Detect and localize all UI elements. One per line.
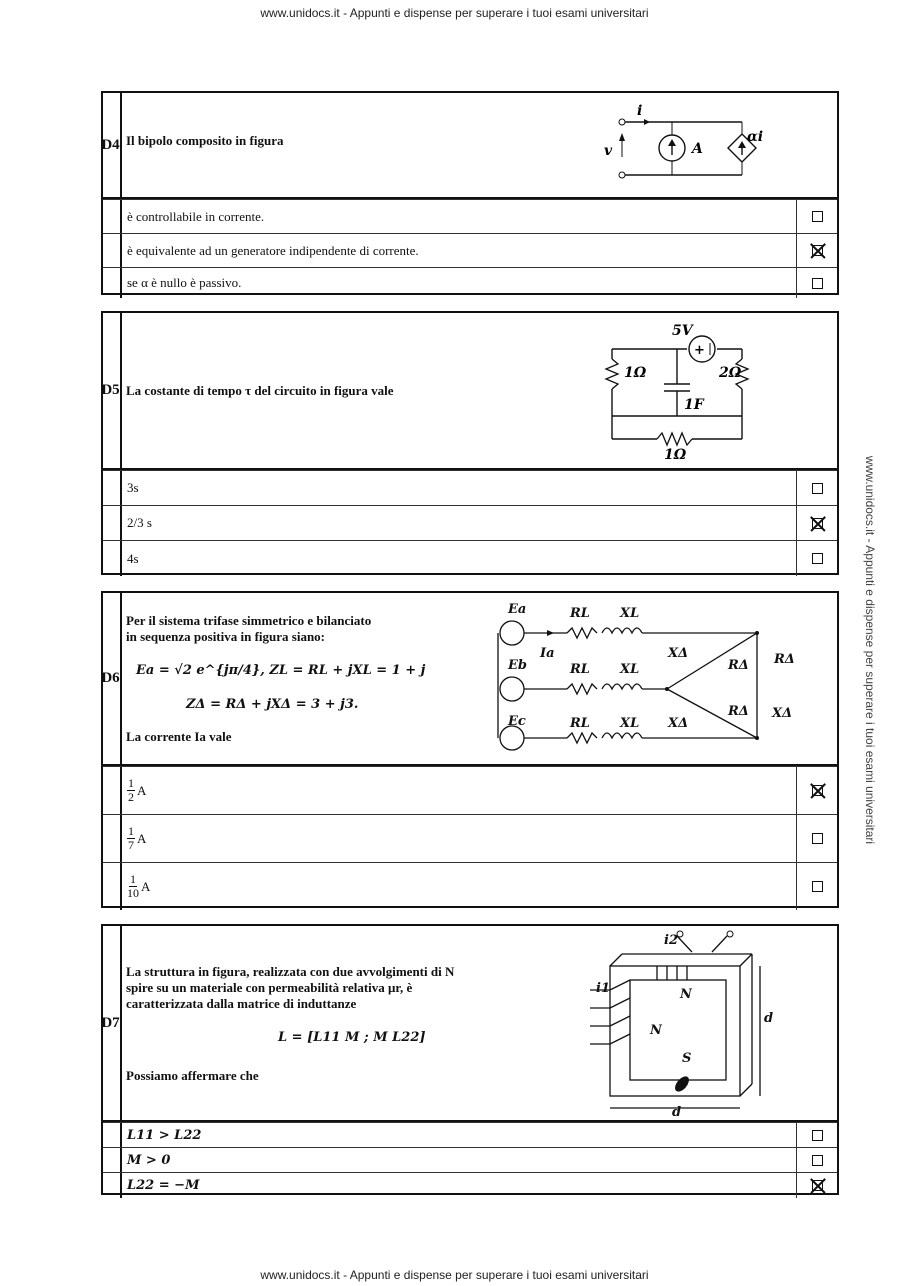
option-row <box>103 199 837 233</box>
svg-text:2Ω: 2Ω <box>719 365 742 381</box>
svg-text:5V: 5V <box>672 323 693 339</box>
option-text: $\frac{1}{10}$ A <box>122 863 797 910</box>
question-id: D4 <box>103 93 122 197</box>
svg-text:XL: XL <box>620 606 640 621</box>
option-text: 2/3 s <box>122 506 797 540</box>
option-text: 3s <box>122 471 797 505</box>
svg-text:v: v <box>604 143 613 159</box>
option-text: $\frac{1}{7}$ A <box>122 815 797 862</box>
option-row <box>103 233 837 267</box>
svg-text:d: d <box>672 1105 682 1120</box>
answer-checkbox[interactable] <box>812 1155 823 1166</box>
question-d6 <box>101 591 839 908</box>
option-row <box>103 540 837 576</box>
right-side-watermark: www.unidocs.it - Appunti e dispense per superare i tuoi esami universitari <box>863 455 878 845</box>
svg-text:XΔ: XΔ <box>668 646 689 661</box>
answer-checkbox[interactable] <box>812 833 823 844</box>
rc-circuit-figure <box>602 319 762 464</box>
option-row <box>103 1147 837 1172</box>
svg-text:i2: i2 <box>664 933 678 948</box>
option-text: è equivalente ad un generatore indipendente di corrente. <box>122 234 797 267</box>
option-row <box>103 766 837 814</box>
svg-text:S: S <box>682 1051 692 1066</box>
answer-checkbox[interactable] <box>812 278 823 289</box>
question-stem: Per il sistema trifase simmetrico e bilanciato in sequenza positiva in figura siano: Ea = √2 e^{jπ/4}, ZL = RL + jXL = 1 + j ZΔ = RΔ + jXΔ = 3 + j3. La corrente Ia vale Ea Eb Ec Ia RL RL RL XL XL XL XΔ XΔ RΔ RΔ RΔ XΔ <box>122 593 837 764</box>
question-id: D6 <box>103 593 122 764</box>
svg-text:RL: RL <box>570 716 590 731</box>
answer-checkbox[interactable] <box>812 1130 823 1141</box>
option-row <box>103 1122 837 1147</box>
answer-checkbox[interactable] <box>812 483 823 494</box>
question-d7 <box>101 924 839 1195</box>
option-row <box>103 1172 837 1198</box>
bipole-figure <box>592 97 772 187</box>
option-row <box>103 505 837 540</box>
svg-text:d: d <box>764 1011 774 1026</box>
svg-text:XL: XL <box>620 716 640 731</box>
svg-text:1Ω: 1Ω <box>664 447 687 463</box>
question-stem: La struttura in figura, realizzata con due avvolgimenti di N spire su un materiale con permeabilità relativa μr, è caratterizzata dalla matrice di induttanze L = [L11 M ; M L22] Possiamo affermare che i2 i1 N N S d d <box>122 926 837 1120</box>
option-row <box>103 862 837 910</box>
option-row <box>103 267 837 298</box>
question-stem: Il bipolo composito in figura i v A αi <box>122 93 837 197</box>
option-text: L11 > L22 <box>122 1123 797 1147</box>
question-id: D5 <box>103 313 122 468</box>
svg-text:1F: 1F <box>684 397 704 413</box>
svg-text:A: A <box>692 141 703 157</box>
svg-text:RL: RL <box>570 662 590 677</box>
answer-checkbox-checked[interactable] <box>812 245 823 256</box>
svg-text:RΔ: RΔ <box>774 652 795 667</box>
answer-checkbox-checked[interactable] <box>812 518 823 529</box>
option-row <box>103 814 837 862</box>
question-d5 <box>101 311 839 575</box>
svg-text:i1: i1 <box>596 981 610 996</box>
svg-text:+: + <box>694 343 705 358</box>
svg-text:N: N <box>680 987 692 1002</box>
page-footer-watermark: www.unidocs.it - Appunti e dispense per superare i tuoi esami universitari <box>260 1268 649 1282</box>
question-stem: La costante di tempo τ del circuito in figura vale + 5V 1Ω 2Ω 1F 1Ω <box>122 313 837 468</box>
answer-checkbox[interactable] <box>812 553 823 564</box>
svg-text:XΔ: XΔ <box>772 706 793 721</box>
option-text: L22 = −M <box>122 1173 797 1198</box>
answer-checkbox[interactable] <box>812 881 823 892</box>
answer-checkbox-checked[interactable] <box>812 785 823 796</box>
question-d4 <box>101 91 839 295</box>
answer-checkbox-checked[interactable] <box>812 1180 823 1191</box>
svg-text:RL: RL <box>570 606 590 621</box>
option-text: se α è nullo è passivo. <box>122 268 797 298</box>
magnetic-core-figure <box>582 928 772 1118</box>
svg-text:Eb: Eb <box>508 658 527 673</box>
svg-text:RΔ: RΔ <box>728 704 749 719</box>
svg-text:XΔ: XΔ <box>668 716 689 731</box>
option-text: M > 0 <box>122 1148 797 1172</box>
svg-text:Ec: Ec <box>508 714 526 729</box>
option-text: $\frac{1}{2}$ A <box>122 767 797 814</box>
option-text: 4s <box>122 541 797 576</box>
svg-text:RΔ: RΔ <box>728 658 749 673</box>
svg-text:αi: αi <box>747 129 764 145</box>
svg-text:N: N <box>650 1023 662 1038</box>
svg-text:XL: XL <box>620 662 640 677</box>
svg-text:Ia: Ia <box>540 646 555 661</box>
option-text: è controllabile in corrente. <box>122 200 797 233</box>
option-row <box>103 470 837 505</box>
svg-text:Ea: Ea <box>508 602 527 617</box>
svg-text:1Ω: 1Ω <box>624 365 647 381</box>
page-header-watermark: www.unidocs.it - Appunti e dispense per superare i tuoi esami universitari <box>260 6 649 20</box>
question-id: D7 <box>103 926 122 1120</box>
svg-text:i: i <box>637 103 643 119</box>
answer-checkbox[interactable] <box>812 211 823 222</box>
three-phase-figure <box>492 597 795 757</box>
